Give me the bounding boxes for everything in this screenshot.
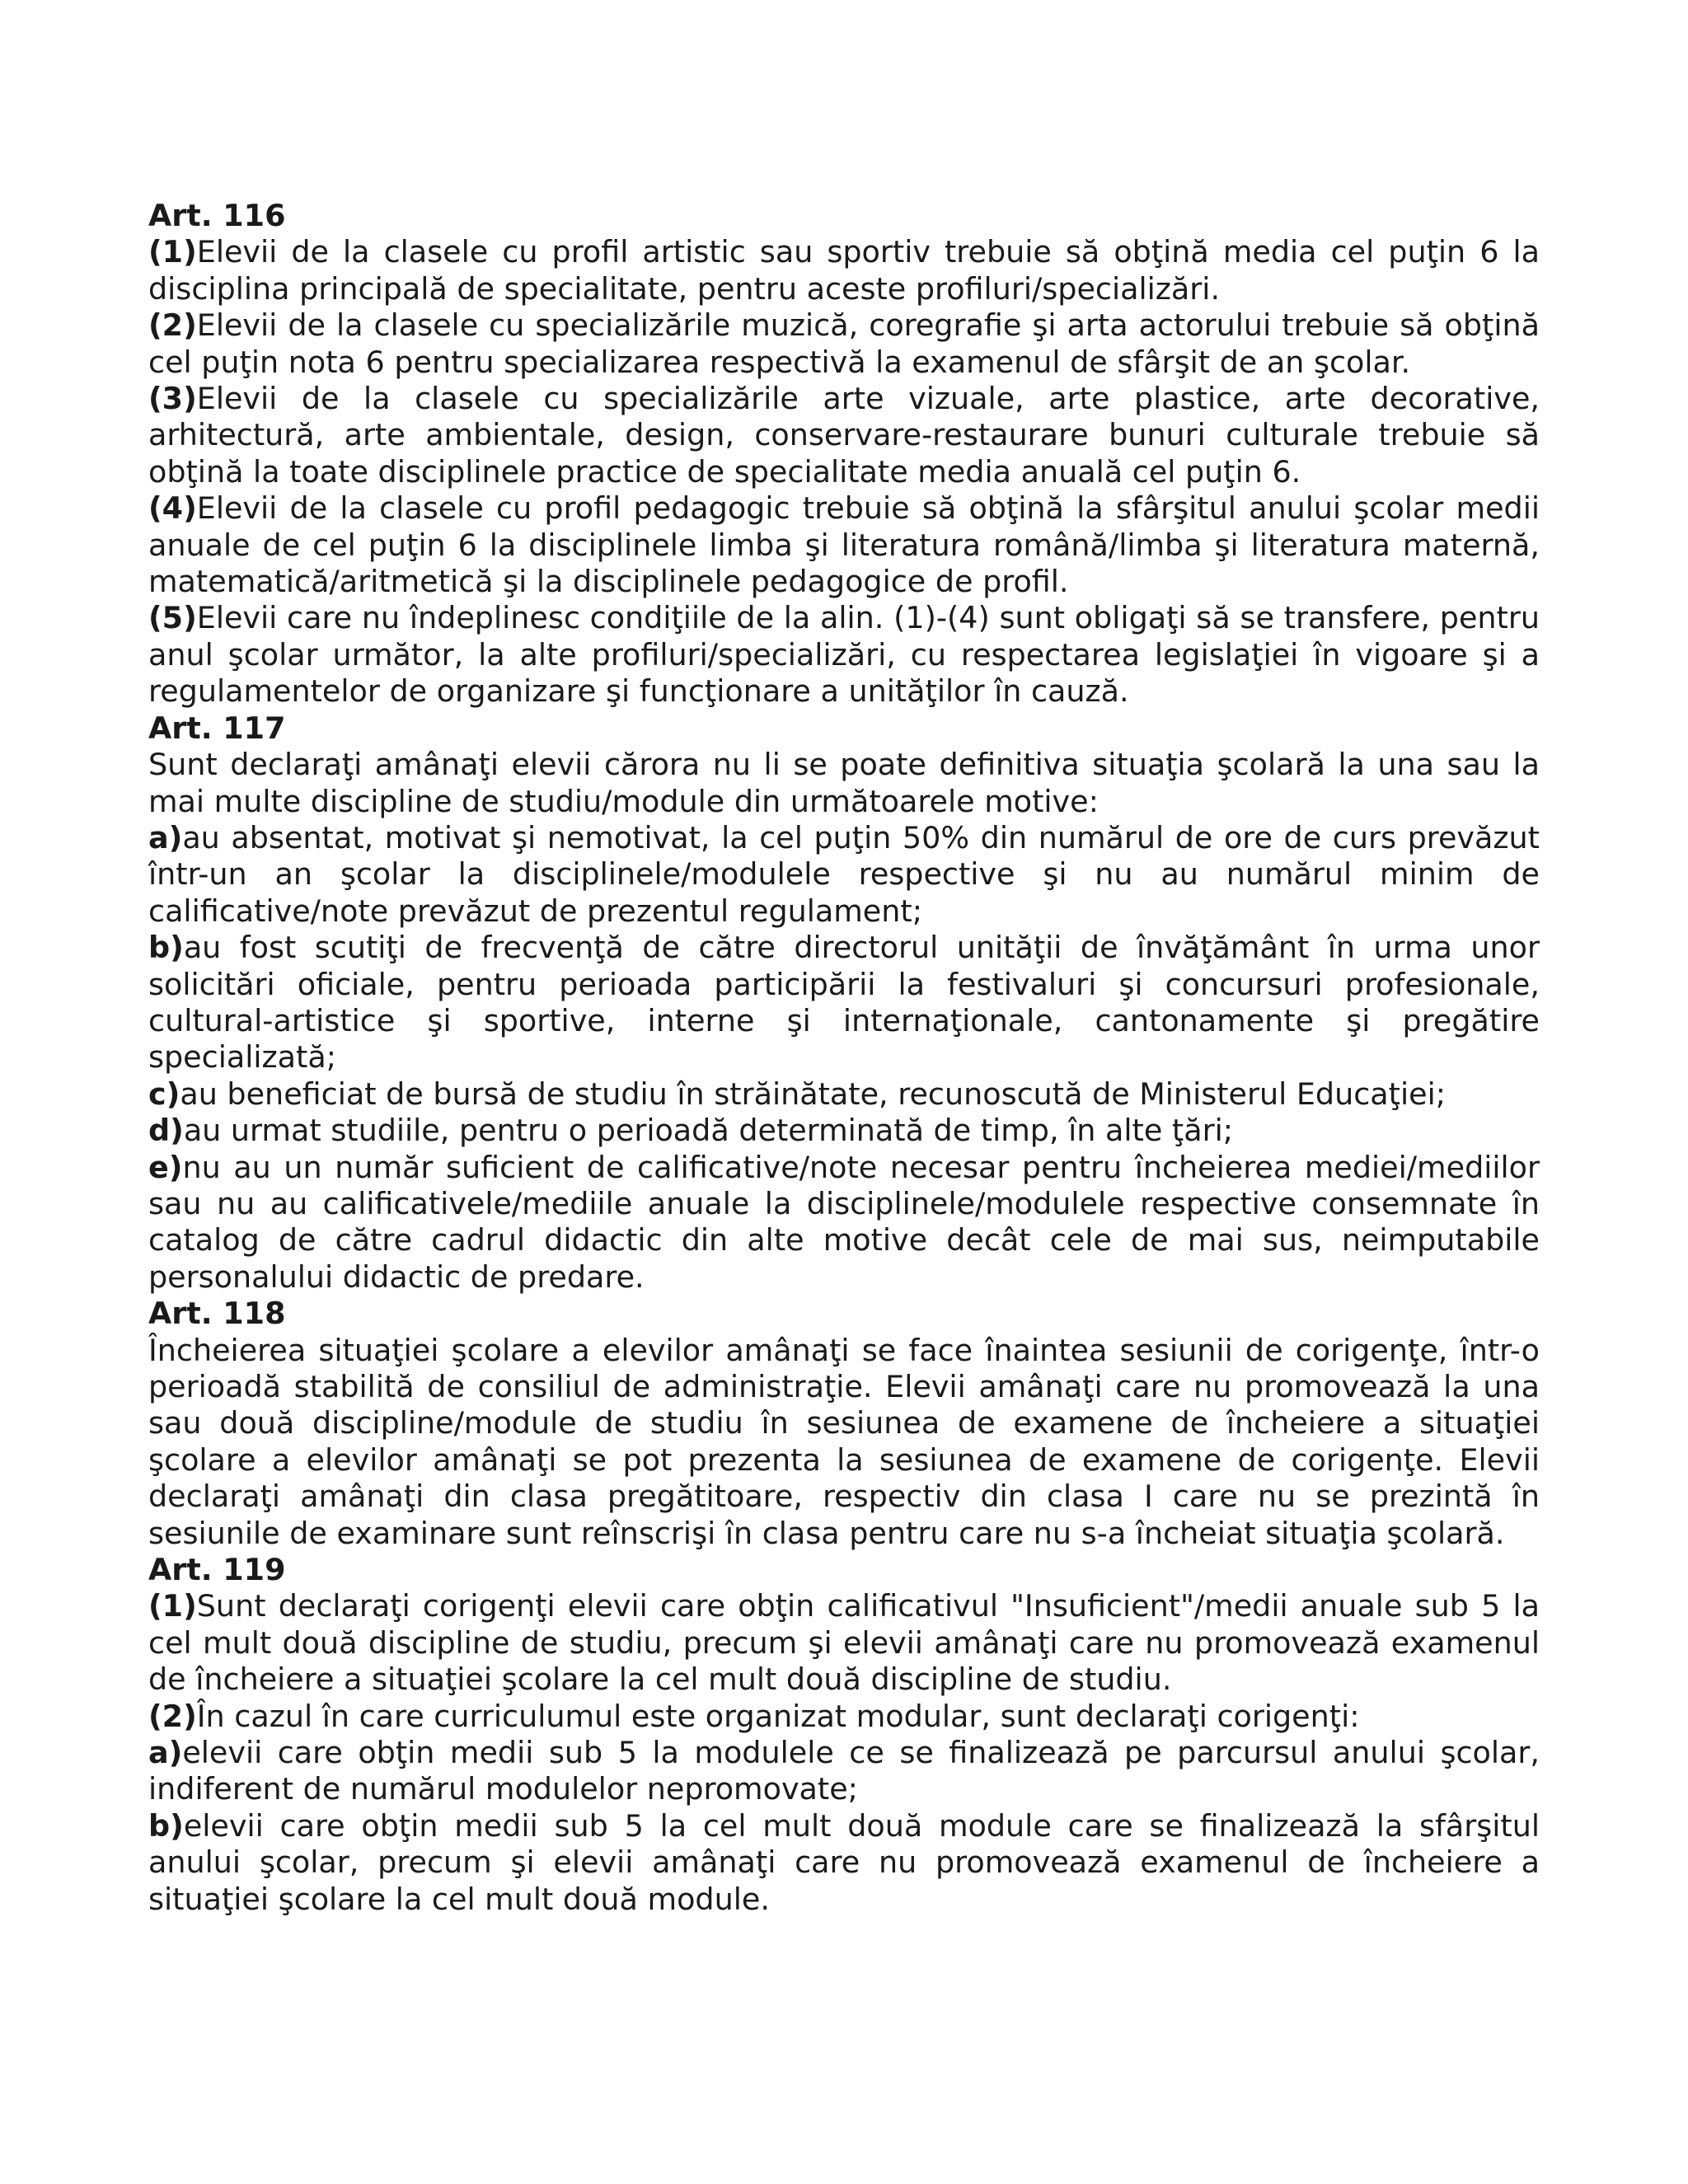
paragraph-text: Sunt declaraţi corigenţi elevii care obţin calificativul "Insuficient"/medii anuale sub 5 la cel mult două discipline de studiu, precum şi elevii amânaţi care nu promovează examenul de încheiere a situaţiei şcolare la cel mult două discipline de studiu. <box>148 1588 1540 1698</box>
article-paragraph <box>148 1333 1540 1552</box>
article-paragraph <box>148 1699 1540 1735</box>
paragraph-label: (2) <box>148 1698 197 1734</box>
article-116 <box>148 198 1540 710</box>
article-paragraph <box>148 490 1540 600</box>
article-paragraph <box>148 747 1540 820</box>
paragraph-label: d) <box>148 1113 184 1149</box>
article-118 <box>148 1296 1540 1552</box>
paragraph-label: (4) <box>148 490 197 527</box>
article-paragraph <box>148 820 1540 930</box>
paragraph-label: (1) <box>148 1588 197 1624</box>
paragraph-text: Sunt declaraţi amânaţi elevii cărora nu li se poate definitiva situaţia şcolară la una sau la mai multe discipline de studiu/module din următoarele motive: <box>148 747 1540 819</box>
paragraph-text: Încheierea situaţiei şcolare a elevilor amânaţi se face înaintea sesiunii de corigenţe, într-o perioadă stabilită de consiliul de administraţie. Elevii amânaţi care nu promovează la una sau două discipline/module de studiu în sesiunea de examene de încheiere a situaţiei şcolare a elevilor amânaţi se pot prezenta la sesiunea de examene de corigenţe. Elevii declaraţi amânaţi din clasa pregătitoare, respectiv din clasa I care nu se prezintă în sesiunile de examinare sunt reînscrişi în clasa pentru care nu s-a încheiat situaţia şcolară. <box>148 1332 1540 1551</box>
paragraph-text: au urmat studiile, pentru o perioadă determinată de timp, în alte ţări; <box>183 1113 1234 1149</box>
paragraph-label: b) <box>148 930 184 966</box>
paragraph-text: au beneficiat de bursă de studiu în străinătate, recunoscută de Ministerul Educaţiei; <box>180 1076 1447 1112</box>
paragraph-label: (2) <box>148 307 197 344</box>
paragraph-label: (5) <box>148 600 197 636</box>
paragraph-text: elevii care obţin medii sub 5 la modulele ce se finalizează pe parcursul anului şcolar, indiferent de numărul modulelor nepromovate; <box>148 1735 1540 1807</box>
article-paragraph <box>148 234 1540 307</box>
article-title: Art. 117 <box>148 710 286 746</box>
article-paragraph <box>148 600 1540 710</box>
paragraph-label: e) <box>148 1149 183 1185</box>
paragraph-text: Elevii de la clasele cu profil pedagogic trebuie să obţină la sfârşitul anului şcolar medii anuale de cel puţin 6 la disciplinele limba şi literatura română/limba şi literatura maternă, matematică/aritmetică şi la disciplinele pedagogice de profil. <box>148 490 1540 600</box>
paragraph-text: Elevii de la clasele cu specializările arte vizuale, arte plastice, arte decorative, arhitectură, arte ambientale, design, conservare-restaurare bunuri culturale trebuie să obţină la toate disciplinele practice de specialitate media anuală cel puţin 6. <box>148 381 1540 490</box>
article-paragraph <box>148 1808 1540 1918</box>
article-117 <box>148 710 1540 1296</box>
article-paragraph <box>148 1113 1540 1149</box>
article-paragraph <box>148 1588 1540 1698</box>
paragraph-label: a) <box>148 1735 183 1771</box>
paragraph-label: (3) <box>148 381 197 417</box>
paragraph-text: Elevii de la clasele cu profil artistic sau sportiv trebuie să obţină media cel puţin 6 la disciplina principală de specialitate, pentru aceste profiluri/specializări. <box>148 234 1540 307</box>
paragraph-label: a) <box>148 819 183 855</box>
article-paragraph <box>148 307 1540 381</box>
paragraph-text: nu au un număr suficient de calificative/note necesar pentru încheierea mediei/mediilor sau nu au calificativele/mediile anuale la disciplinele/modulele respective consemnate în catalog de către cadrul didactic din alte motive decât cele de mai sus, neimputabile personalului didactic de predare. <box>148 1149 1540 1295</box>
article-title: Art. 118 <box>148 1296 286 1332</box>
paragraph-text: au fost scutiţi de frecvenţă de către directorul unităţii de învăţământ în urma unor solicitări oficiale, pentru perioada participării la festivaluri şi concursuri profesionale, cultural-artistice şi sportive, interne şi internaţionale, cantonamente şi pregătire specializată; <box>148 930 1540 1076</box>
paragraph-text: au absentat, motivat şi nemotivat, la cel puţin 50% din numărul de ore de curs prevăzut într-un an şcolar la disciplinele/modulele respective şi nu au numărul minim de calificative/note prevăzut de prezentul regulament; <box>148 819 1540 929</box>
paragraph-text: Elevii de la clasele cu specializările muzică, coregrafie şi arta actorului trebuie să obţină cel puţin nota 6 pentru specializarea respectivă la examenul de sfârşit de an şcolar. <box>148 307 1540 380</box>
article-paragraph <box>148 381 1540 490</box>
document-page <box>148 198 1540 1918</box>
article-paragraph <box>148 1735 1540 1808</box>
article-paragraph <box>148 1150 1540 1296</box>
paragraph-text: În cazul în care curriculumul este organizat modular, sunt declaraţi corigenţi: <box>196 1698 1360 1734</box>
article-119 <box>148 1552 1540 1918</box>
article-paragraph <box>148 1076 1540 1113</box>
paragraph-label: b) <box>148 1807 184 1844</box>
paragraph-label: (1) <box>148 234 197 270</box>
article-title: Art. 119 <box>148 1552 286 1588</box>
paragraph-text: Elevii care nu îndeplinesc condiţiile de la alin. (1)-(4) sunt obligaţi să se transfere, pentru anul şcolar următor, la alte profiluri/specializări, cu respectarea legislaţiei în vigoare şi a regulamentelor de organizare şi funcţionare a unităţilor în cauză. <box>148 600 1540 710</box>
article-paragraph <box>148 930 1540 1076</box>
article-title: Art. 116 <box>148 198 286 233</box>
paragraph-label: c) <box>148 1076 181 1112</box>
paragraph-text: elevii care obţin medii sub 5 la cel mult două module care se finalizează la sfârşitul anului şcolar, precum şi elevii amânaţi care nu promovează examenul de încheiere a situaţiei şcolare la cel mult două module. <box>148 1807 1540 1917</box>
